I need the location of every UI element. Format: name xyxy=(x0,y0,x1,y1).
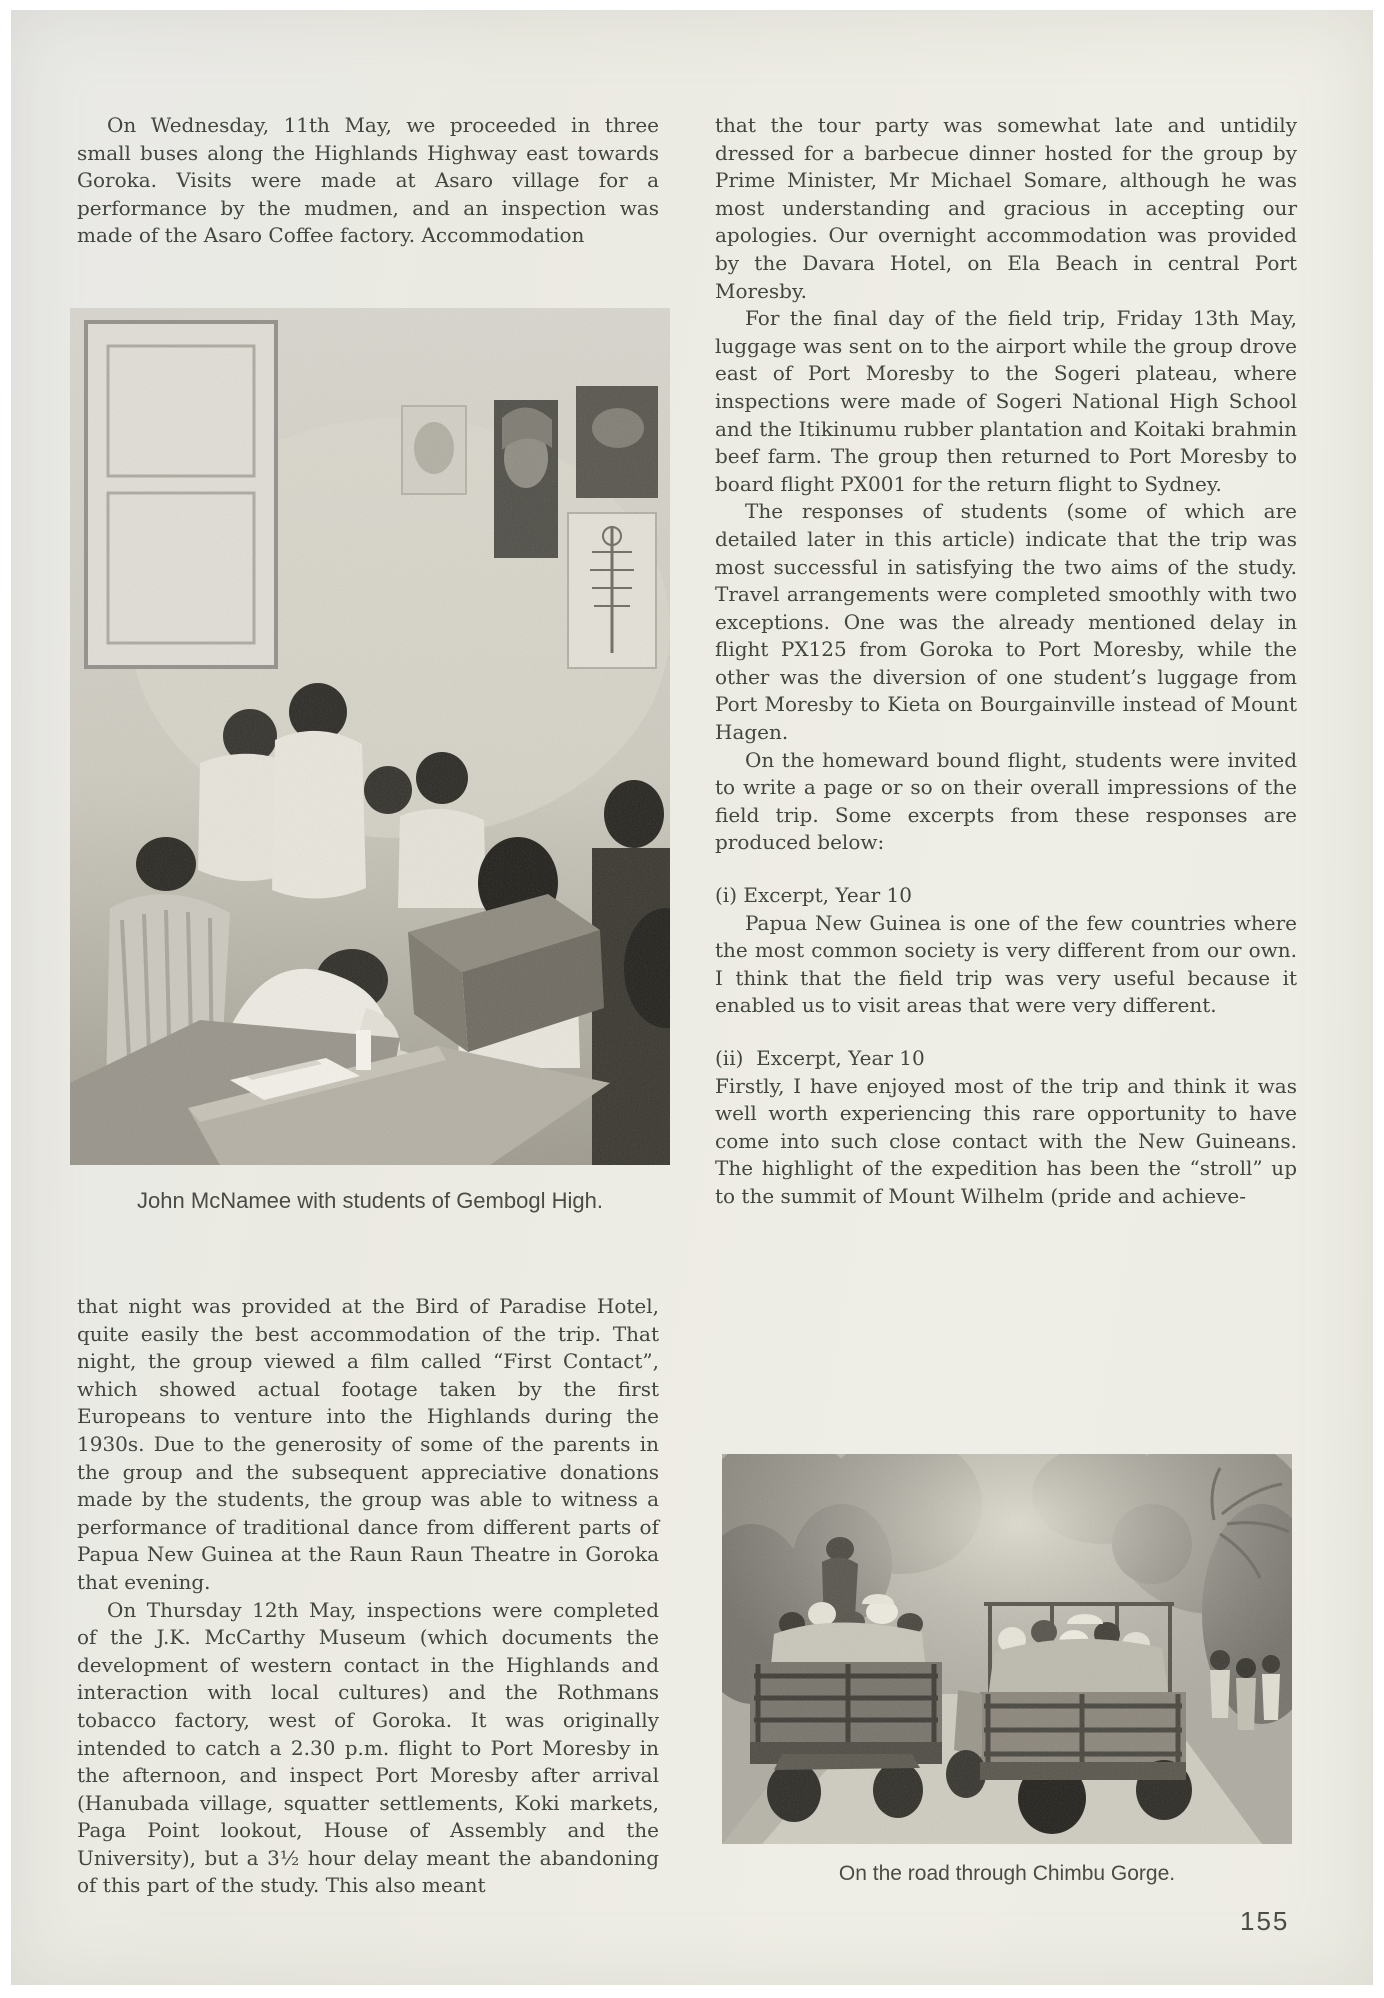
body-paragraph: On Thursday 12th May, inspections were completed of the J.K. McCarthy Museum (which documents the development of western contact in the Highlands and interaction with local cultures) and the Rothmans tobacco factory, west of Goroka. It was originally intended to catch a 2.30 p.m. flight to Port Moresby in the afternoon, and inspect Port Moresby after arrival (Hanubada village, squatter settlements, Koki markets, Paga Point lookout, House of Assembly and the University), but a 3½ hour delay meant the abandoning of this part of the study. This also meant xyxy=(77,1597,659,1898)
scanned-page xyxy=(11,10,1373,1985)
left-column-bottom xyxy=(77,1293,659,1900)
classroom-photo-illustration xyxy=(70,308,670,1165)
body-paragraph: Firstly, I have enjoyed most of the trip and think it was well worth experiencing this rare opportunity to have come into such close contact with the New Guineans. The highlight of the expedition has been the “stroll” up to the summit of Mount Wilhelm (pride and achieve- xyxy=(715,1073,1297,1208)
body-paragraph: Papua New Guinea is one of the few countries where the most common society is very different from our own. I think that the field trip was very useful because it enabled us to visit areas that were very different. xyxy=(715,910,1297,1018)
page-number: 155 xyxy=(1240,1906,1290,1936)
excerpt-heading: (ii) Excerpt, Year 10 xyxy=(715,1046,925,1070)
classroom-photo xyxy=(70,308,670,1165)
excerpt-heading: (i) Excerpt, Year 10 xyxy=(715,883,912,908)
trucks-photo-illustration xyxy=(722,1454,1292,1844)
trucks-photo xyxy=(722,1454,1292,1844)
left-column-top xyxy=(77,112,659,250)
photo-caption: John McNamee with students of Gembogl High. xyxy=(137,1188,603,1213)
body-paragraph: that the tour party was somewhat late and untidily dressed for a barbecue dinner hosted for the group by Prime Minister, Mr Michael Somare, although he was most understanding and gracious in accepting our apologies. Our overnight accommodation was provided by the Davara Hotel, on Ela Beach in central Port Moresby. xyxy=(715,113,1297,303)
right-column xyxy=(715,112,1297,1211)
body-paragraph: that night was provided at the Bird of Paradise Hotel, quite easily the best accommodation of the trip. That night, the group viewed a film called “First Contact”, which showed actual footage taken by the first Europeans to venture into the Highlands during the 1930s. Due to the generosity of some of the parents in the group and the subsequent appreciative donations made by the students, the group was able to witness a performance of traditional dance from different parts of Papua New Guinea at the Raun Raun Theatre in Goroka that evening. xyxy=(77,1294,659,1594)
body-paragraph: On Wednesday, 11th May, we proceeded in three small buses along the Highlands Highway east towards Goroka. Visits were made at Asaro village for a performance by the mudmen, and an inspection was made of the Asaro Coffee factory. Accommodation xyxy=(77,113,659,248)
body-paragraph: For the final day of the field trip, Friday 13th May, luggage was sent on to the airport while the group drove east of Port Moresby to the Sogeri plateau, where inspections were made of Sogeri National High School and the Itikinumu rubber plantation and Koitaki brahmin beef farm. The group then returned to Port Moresby to board flight PX001 for the return flight to Sydney. xyxy=(715,306,1297,496)
body-paragraph: On the homeward bound flight, students were invited to write a page or so on their overall impressions of the field trip. Some excerpts from these responses are produced below: xyxy=(715,747,1297,855)
body-paragraph: The responses of students (some of which are detailed later in this article) indicate that the trip was most successful in satisfying the two aims of the study. Travel arrangements were completed smoothly with two exceptions. One was the already mentioned delay in flight PX125 from Goroka to Port Moresby, while the other was the diversion of one student’s luggage from Port Moresby to Kieta on Bourgainville instead of Mount Hagen. xyxy=(715,499,1297,745)
photo-caption: On the road through Chimbu Gorge. xyxy=(838,1862,1176,1885)
